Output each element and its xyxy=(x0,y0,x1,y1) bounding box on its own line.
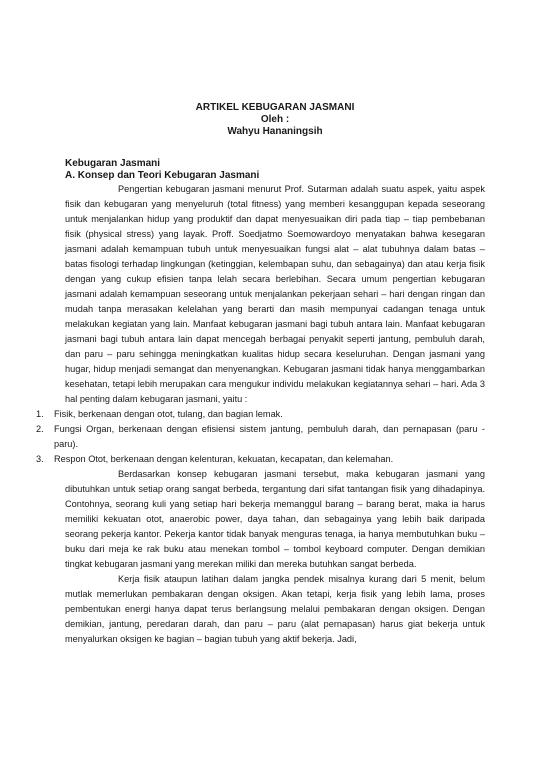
list-item xyxy=(36,407,485,422)
list-item xyxy=(36,452,485,467)
paragraph-1: Pengertian kebugaran jasmani menurut Prof. Sutarman adalah suatu aspek, yaitu aspek fisik dan kebugaran yang menyeluruh (total fitness) yang memberi kesanggupan kepada seseorang untuk menjalankan hidup yang produktif dan dapat menyesuaikan diri pada tiap – tiap pembebanan fisik (physical stress) yang layak. Proff. Soedjatmo Soemowardoyo menyatakan bahwa kesegaran jasmani adalah kemampuan tubuh untuk menyesuaikan fungsi alat – alat tubuhnya dalam batas – batas fisologi terhadap lingkungan (ketinggian, kelembapan suhu, dan sebagainya) dan atau kerja fisik dengan yang cukup efisien tanpa lelah secara berlebihan. Secara umum pengertian kebugaran jasmani adalah kemampuan seseorang untuk menjalankan pekerjaan sehari – hari dengan ringan dan mudah tanpa merasakan kelelahan yang berarti dan masih mempunyai cadangan tenaga untuk melakukan kegiatan yang lain. Manfaat kebugaran jasmani bagi tubuh antara lain. Manfaat kebugaran jasmani bagi tubuh antara lain dapat mencegah berbagai penyakit seperti jantung, pembuluh darah, dan paru – paru sehingga meningkatkan kualitas hidup secara keseluruhan. Dengan jasmani yang hugar, hidup menjadi semangat dan menyenangkan. Kebugaran jasmani tidak hanya menggambarkan kesehatan, tetapi lebih merupakan cara mengukur individu melakukan kegiatannya sehari – hari. Ada 3 hal penting dalam kebugaran jasmani, yaitu : xyxy=(65,184,485,404)
list-text: Fisik, berkenaan dengan otot, tulang, dan bagian lemak. xyxy=(54,409,283,419)
list-number: 3. xyxy=(36,454,44,464)
list-number: 1. xyxy=(36,409,44,419)
list-text: Respon Otot, berkenaan dengan kelenturan, kekuatan, kecapatan, dan kelemahan. xyxy=(54,454,394,464)
article-body xyxy=(36,158,485,647)
author-name: Wahyu Hananingsih xyxy=(227,126,323,137)
article-title: ARTIKEL KEBUGARAN JASMANI xyxy=(195,102,355,113)
key-points-list xyxy=(36,407,485,467)
section-heading: Kebugaran Jasmani xyxy=(65,158,161,169)
list-number: 2. xyxy=(36,424,44,434)
paragraph-3: Kerja fisik ataupun latihan dalam jangka pendek misalnya kurang dari 5 menit, belum mutlak memerlukan pembakaran dengan oksigen. Akan tetapi, kerja fisik yang lebih lama, proses pembentukan energi hanya dapat terus berlangsung melalui pembakaran dengan oksigen. Dengan demikian, jantung, peredaran darah, dan paru – paru (alat pernapasan) harus giat bekerja untuk menyalurkan oksigen ke bagian – bagian tubuh yang aktif bekerja. Jadi, xyxy=(65,574,485,644)
list-text: Fungsi Organ, berkenaan dengan efisiensi sistem jantung, pembuluh darah, dan pernapasan (paru - paru). xyxy=(54,424,485,449)
list-item xyxy=(36,422,485,452)
section-subheading: A. Konsep dan Teori Kebugaran Jasmani xyxy=(65,170,260,181)
byline-label: Oleh : xyxy=(260,114,290,125)
paragraph-2: Berdasarkan konsep kebugaran jasmani tersebut, maka kebugaran jasmani yang dibutuhkan untuk setiap orang sangat berbeda, tergantung dari sifat tantangan fisik yang dihadapinya. Contohnya, seorang kuli yang setiap hari bekerja memanggul barang – barang berat, maka ia harus memiliki kekuatan otot, anaerobic power, daya tahan, dan sebagainya yang lebih baik daripada seorang pekerja kantor. Pekerja kantor tidak banyak menguras tenaga, ia hanya membutuhkan buku – buku dari meja ke rak buku atau menekan tombol – tombol keyboard computer. Dengan demikian tingkat kebugaran jasmani yang merekan miliki dan mereka butuhkan sangat berbeda. xyxy=(65,469,485,569)
article-header xyxy=(0,102,550,138)
